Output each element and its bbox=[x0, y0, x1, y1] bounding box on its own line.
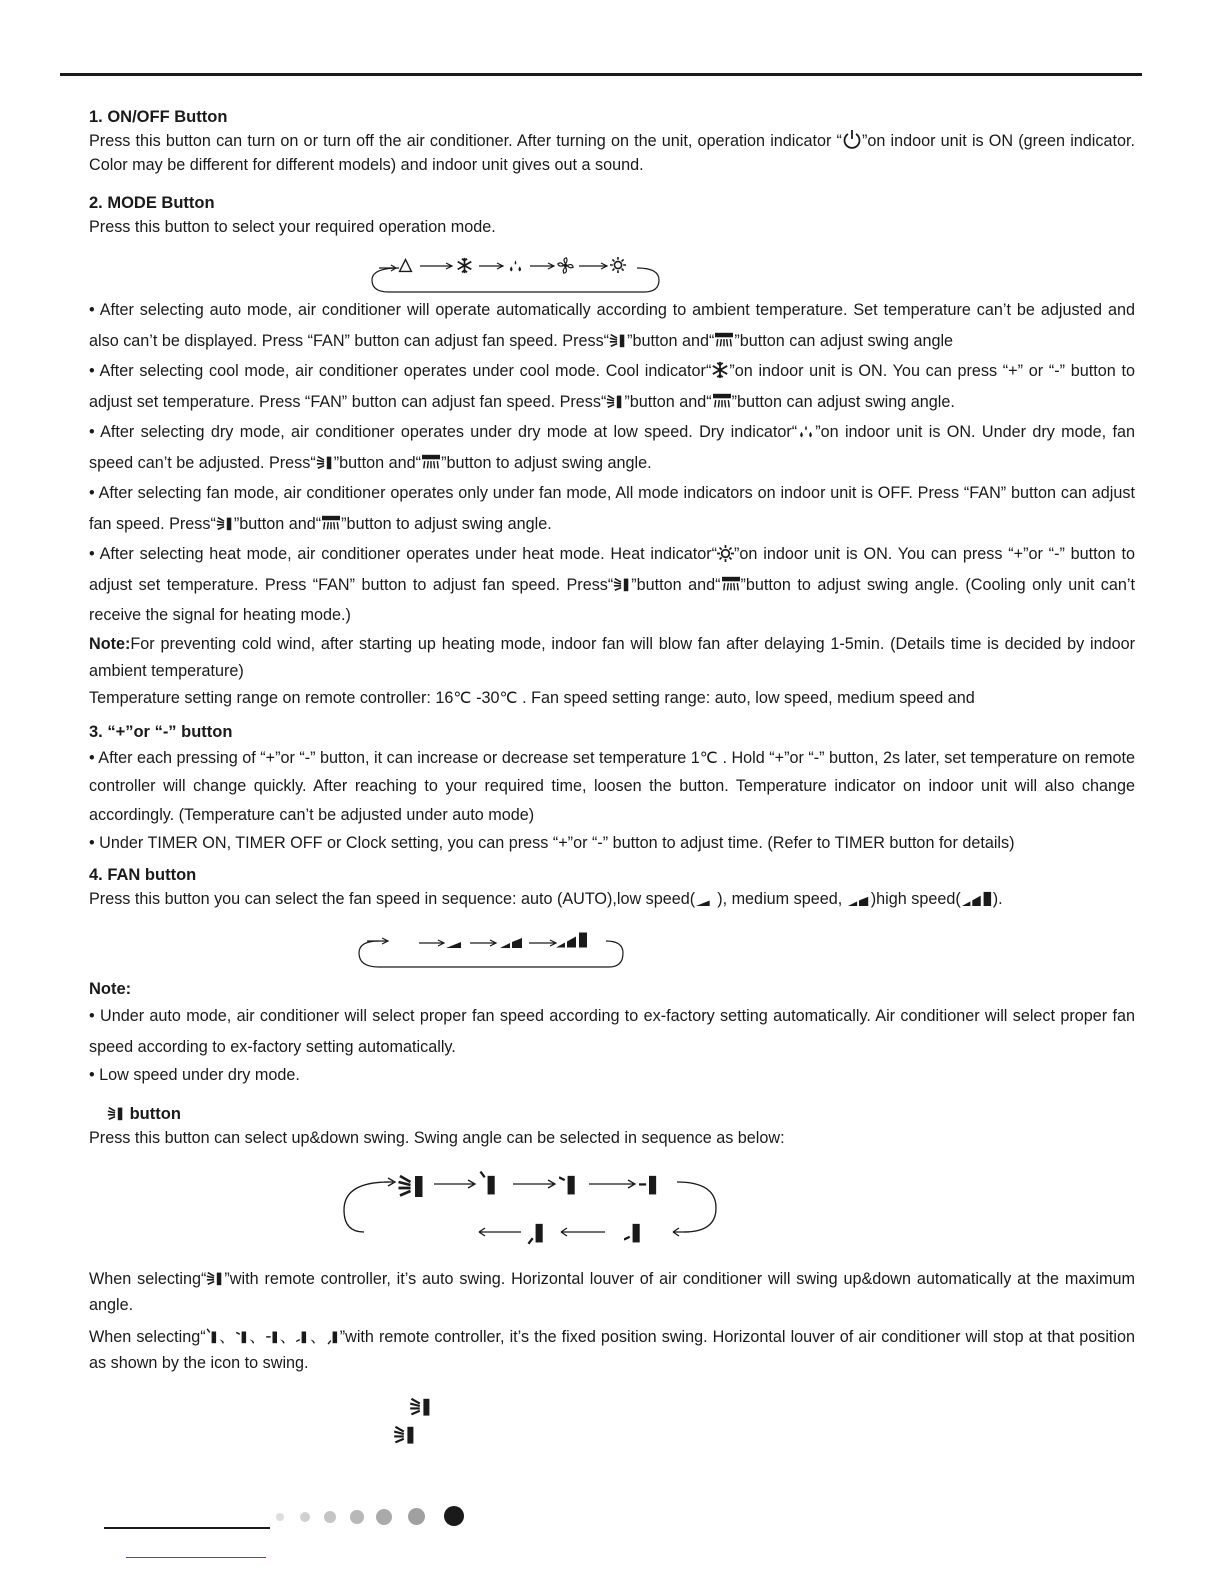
swing-position-1-icon bbox=[206, 1327, 219, 1345]
swing-icon bbox=[107, 1104, 125, 1122]
fan-sequence-diagram bbox=[89, 911, 1135, 977]
swing-position-3-icon bbox=[266, 1327, 279, 1345]
page-dot bbox=[376, 1509, 392, 1525]
swing-icon bbox=[216, 514, 234, 532]
heat-mode-bullet: • After selecting heat mode, air conditioner operates under heat mode. Heat indicator“ ”on indoor unit is ON. You can press “+”or “-” button to adjust set temperature. Press “FAN” button to adjust fan speed. Press“ ”button and“ ”button to adjust swing angle. (Cooling only unit can’t receive the signal for heating mode.) bbox=[89, 545, 1135, 624]
power-icon bbox=[842, 129, 862, 149]
horizontal-swing-icon bbox=[421, 453, 441, 471]
swing-icon bbox=[393, 1422, 417, 1446]
stray-icons bbox=[89, 1376, 1135, 1436]
auto-mode-bullet: • After selecting auto mode, air conditioner will operate automatically according to ambient temperature. Set temperature can’t be adjusted and also can’t be displayed. Press “FAN” button can adjust fan speed. Press“ ”button and“ ”button can adjust swing angle bbox=[89, 301, 1135, 350]
snowflake-icon bbox=[711, 361, 729, 379]
fan-text: Press this button you can select the fan speed in sequence: auto (AUTO),low speed( ), medium speed, )high speed( ). bbox=[89, 890, 1003, 908]
auto-mode-icon bbox=[400, 260, 412, 272]
swing-icon bbox=[409, 1394, 433, 1418]
swing-icon bbox=[609, 331, 627, 349]
cool-mode-icon bbox=[458, 258, 472, 273]
swing-position-5-icon bbox=[327, 1327, 340, 1345]
page-dot bbox=[300, 1512, 310, 1522]
heating-note: Note:For preventing cold wind, after starting up heating mode, indoor fan will blow fan after delaying 1-5min. (Details time is decided by indoor ambient temperature) bbox=[89, 634, 1135, 680]
swing-position-2-icon bbox=[236, 1327, 249, 1345]
dry-mode-icon bbox=[510, 260, 521, 271]
plus-minus-bullet-1: • After each pressing of “+”or “-” button, it can increase or decrease set temperature 1℃ . Hold “+”or “-” button, 2s later, set temperature on remote controller will change quickly. After reaching to your required time, loosen the button. Temperature indicator on indoor unit will also change accordingly. (Temperature can’t be adjusted under auto mode) bbox=[89, 748, 1135, 824]
temperature-range: Temperature setting range on remote controller: 16℃ -30℃ . Fan speed setting range: auto, low speed, medium speed and bbox=[89, 688, 975, 707]
mode-sequence-diagram bbox=[89, 239, 1135, 289]
low-speed-icon bbox=[695, 894, 717, 907]
position-2-icon bbox=[559, 1176, 575, 1195]
dry-mode-bullet: • After selecting dry mode, air conditioner operates under dry mode at low speed. Dry indicator“ ”on indoor unit is ON. Under dry mode, fan speed can’t be adjusted. Press“ ”button and“ ”button to adjust swing angle. bbox=[89, 423, 1135, 472]
fan-note-1: • Under auto mode, air conditioner will select proper fan speed according to ex-factory setting automatically. Air conditioner will select proper fan speed according to ex-factory setting automatically. bbox=[89, 1007, 1135, 1056]
horizontal-swing-icon bbox=[714, 331, 734, 349]
onoff-heading: 1. ON/OFF Button bbox=[89, 108, 228, 126]
swing-heading: button bbox=[89, 1102, 1135, 1126]
high-speed-icon bbox=[961, 890, 993, 907]
swing-sequence-diagram bbox=[89, 1150, 1135, 1258]
horizontal-swing-icon bbox=[321, 514, 341, 532]
fan-heading: 4. FAN button bbox=[89, 866, 197, 884]
footer-rule bbox=[104, 1527, 270, 1529]
swing-intro: Press this button can select up&down swing. Swing angle can be selected in sequence as below: bbox=[89, 1129, 785, 1147]
swing-icon bbox=[316, 453, 334, 471]
position-1-icon bbox=[480, 1172, 494, 1195]
page-dot bbox=[276, 1513, 284, 1521]
position-3-icon bbox=[639, 1176, 656, 1195]
heat-mode-icon bbox=[610, 257, 626, 273]
swing-icon bbox=[206, 1269, 224, 1287]
fan-note-heading: Note: bbox=[89, 980, 132, 998]
document-body bbox=[89, 105, 1135, 1436]
auto-swing-text: When selecting“ ”with remote controller, it’s auto swing. Horizontal louver of air conditioner will swing up&down automatically at the maximum angle. bbox=[89, 1270, 1135, 1314]
cool-mode-bullet: • After selecting cool mode, air conditioner operates under cool mode. Cool indicator“ ”on indoor unit is ON. You can press “+” or “-” button to adjust set temperature. Press “FAN” button can adjust fan speed. Press“ ”button and“ ”button can adjust swing angle. bbox=[89, 362, 1135, 411]
page-dot bbox=[408, 1508, 425, 1525]
swing-icon bbox=[606, 392, 624, 410]
plus-minus-heading: 3. “+”or “-” button bbox=[89, 722, 233, 741]
auto-swing-icon bbox=[399, 1176, 423, 1197]
plus-minus-bullet-2: • Under TIMER ON, TIMER OFF or Clock setting, you can press “+”or “-” button to adjust time. (Refer to TIMER button for details) bbox=[89, 834, 1015, 852]
fixed-swing-text: When selecting“ 、 、 、 、 ”with remote controller, it’s the fixed position swing. Horizontal louver of air conditioner will stop at that position as shown by the icon to swing. bbox=[89, 1328, 1136, 1372]
horizontal-swing-icon bbox=[712, 392, 732, 410]
page-dot-active bbox=[444, 1506, 464, 1526]
sun-icon bbox=[717, 545, 734, 562]
medium-speed-icon bbox=[847, 894, 871, 907]
position-4-icon bbox=[624, 1224, 640, 1243]
swing-icon bbox=[613, 575, 631, 593]
page-dot bbox=[350, 1510, 364, 1524]
fan-mode-bullet: • After selecting fan mode, air conditioner operates only under fan mode, All mode indicators on indoor unit is OFF. Press “FAN” button can adjust fan speed. Press“ ”button and“ ”button to adjust swing angle. bbox=[89, 484, 1135, 533]
position-5-icon bbox=[528, 1224, 542, 1244]
low-speed-icon bbox=[446, 942, 461, 948]
mode-heading: 2. MODE Button bbox=[89, 194, 215, 212]
top-rule bbox=[60, 73, 1142, 76]
onoff-text: Press this button can turn on or turn off the air conditioner. After turning on the unit, operation indicator “ ”on indoor unit is ON (green indicator. Color may be different for different models) and indoor unit gives out a sound. bbox=[89, 129, 1135, 177]
page-dot bbox=[324, 1511, 336, 1523]
medium-speed-icon bbox=[500, 938, 522, 948]
horizontal-swing-icon bbox=[721, 575, 741, 593]
mode-intro: Press this button to select your required operation mode. bbox=[89, 218, 496, 236]
swing-position-4-icon bbox=[296, 1327, 309, 1345]
footer-link-underline bbox=[126, 1557, 266, 1558]
high-speed-icon bbox=[556, 933, 587, 948]
fan-mode-icon bbox=[558, 258, 573, 273]
drops-icon bbox=[797, 422, 815, 440]
fan-note-2: • Low speed under dry mode. bbox=[89, 1066, 300, 1084]
